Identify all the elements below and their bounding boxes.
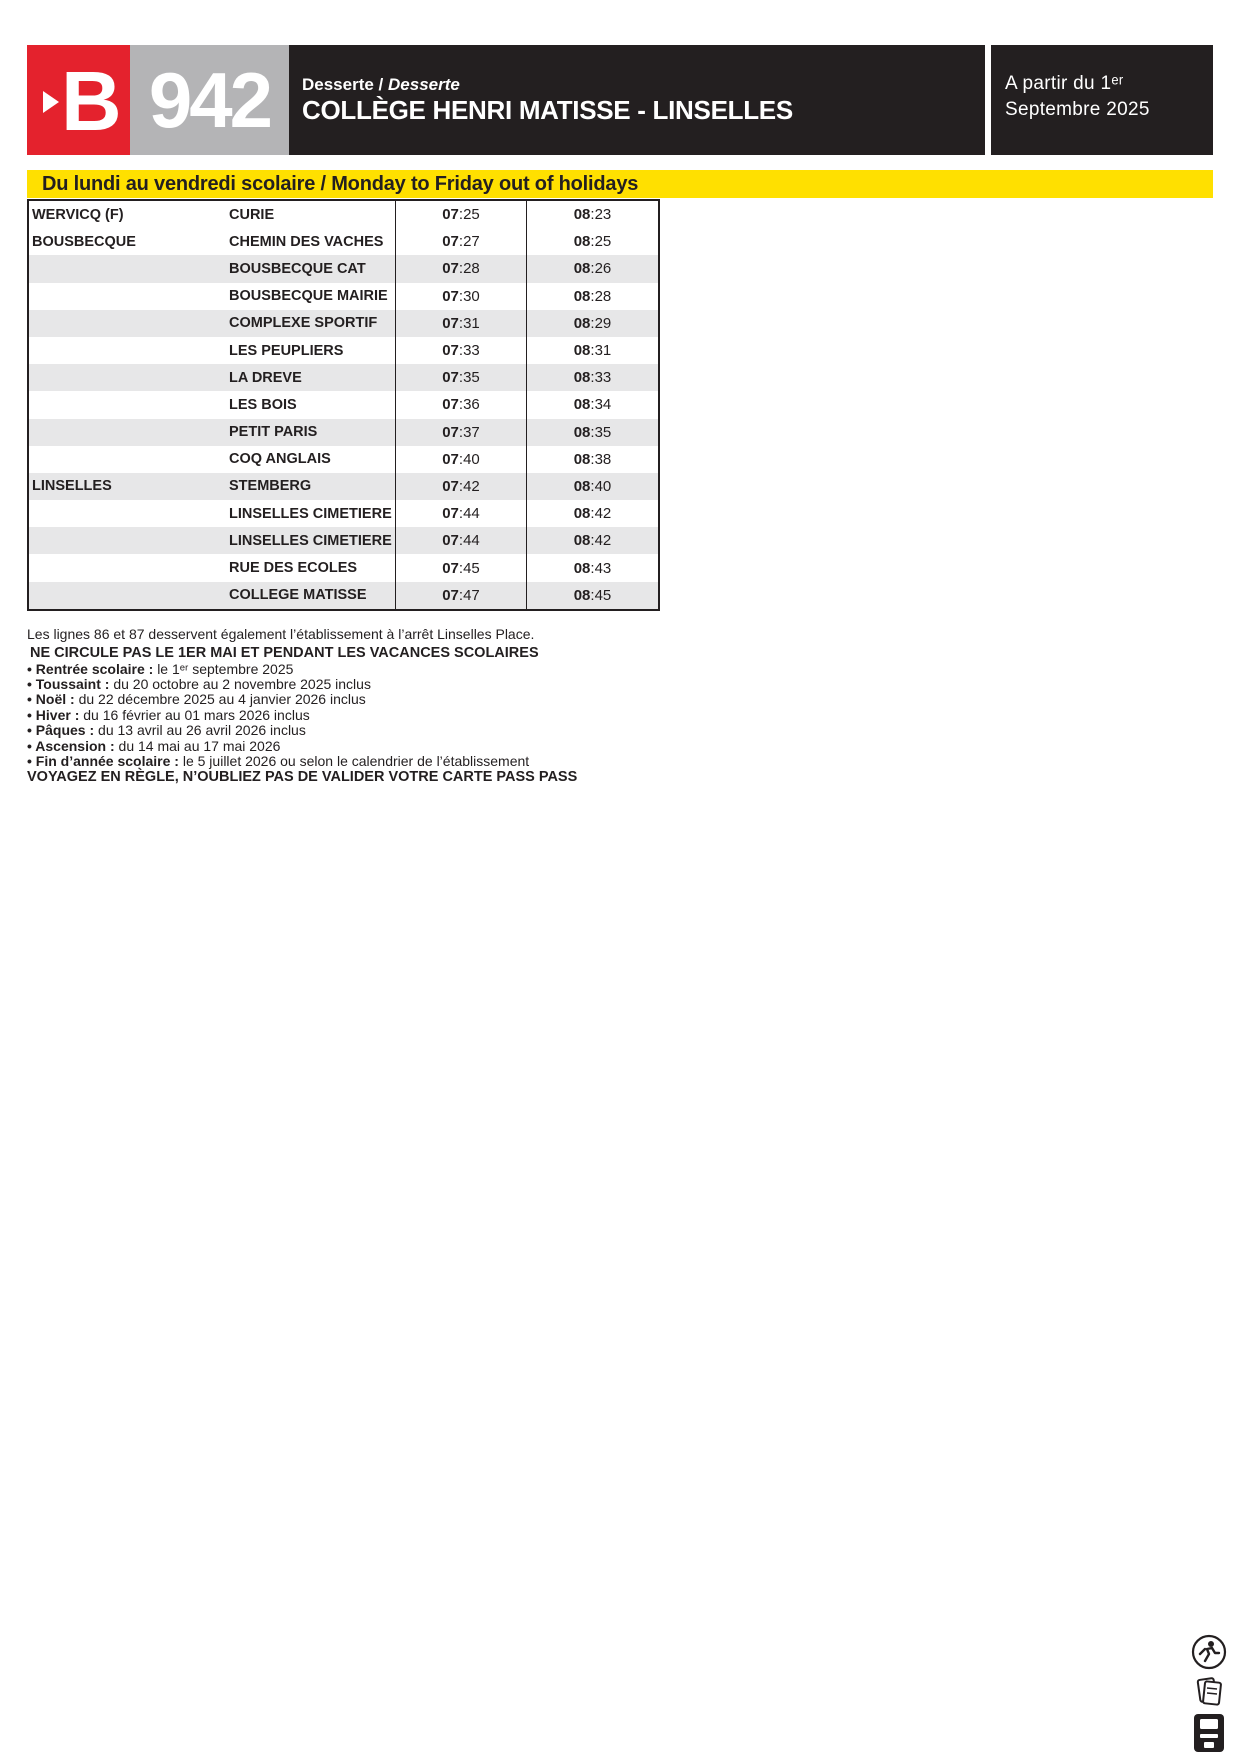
stop-cell: LA DREVE: [229, 369, 302, 386]
time-cell-trip2: 08 :42: [526, 500, 658, 527]
holiday-dates: du 20 octobre au 2 novembre 2025 inclus: [113, 675, 371, 692]
time-cell-trip2: 08 :38: [526, 446, 658, 473]
timetable-row: [29, 554, 658, 581]
holiday-label: Fin d’année scolaire :: [35, 752, 179, 769]
stop-cell: PETIT PARIS: [229, 424, 318, 441]
time-cell-trip2: 08 :25: [526, 228, 658, 255]
holiday-dates: le 1ᵉʳ septembre 2025: [157, 660, 294, 677]
holiday-dates: le 5 juillet 2026 ou selon le calendrier de l’établissement: [182, 752, 530, 769]
time-cell-trip1: 07 :30: [395, 283, 526, 310]
holiday-item: • Ascension : du 14 mai au 17 mai 2026: [27, 737, 281, 754]
time-cell-trip2: 08 :23: [526, 201, 658, 228]
holiday-dates: du 13 avril au 26 avril 2026 inclus: [98, 722, 306, 739]
holiday-item: • Hiver : du 16 février au 01 mars 2026 inclus: [27, 706, 310, 723]
holiday-item: • Rentrée scolaire : le 1ᵉʳ septembre 2025: [27, 660, 294, 677]
timetable-row: [29, 364, 658, 391]
timetable-rows: [29, 201, 658, 609]
time-cell-trip1: 07 :44: [395, 527, 526, 554]
line-number-badge: [130, 45, 289, 155]
time-cell-trip2: 08 :33: [526, 364, 658, 391]
period-banner-label: Du lundi au vendredi scolaire / Monday to Friday out of holidays: [42, 172, 639, 195]
validation-note: VOYAGEZ EN RÈGLE, N’OUBLIEZ PAS DE VALIDER VOTRE CARTE PASS PASS: [27, 769, 578, 786]
travel-cards-icon: [1192, 1674, 1226, 1708]
timetable-row: [29, 337, 658, 364]
stop-cell: RUE DES ECOLES: [229, 560, 358, 577]
timetable-row: [29, 527, 658, 554]
stop-cell: CHEMIN DES VACHES: [229, 233, 384, 250]
time-cell-trip1: 07 :45: [395, 554, 526, 581]
stop-cell: LES PEUPLIERS: [229, 342, 344, 359]
network-letter: B: [61, 54, 122, 148]
stop-cell: BOUSBECQUE MAIRIE: [229, 288, 388, 305]
time-cell-trip2: 08 :26: [526, 255, 658, 282]
stop-cell: COLLEGE MATISSE: [229, 587, 367, 604]
timetable-row: [29, 473, 658, 500]
time-cell-trip1: 07 :27: [395, 228, 526, 255]
header: [27, 45, 1213, 155]
no-service-title: NE CIRCULE PAS LE 1ER MAI ET PENDANT LES VACANCES SCOLAIRES: [30, 645, 539, 661]
time-cell-trip2: 08 :45: [526, 582, 658, 609]
notes-section: [27, 624, 787, 785]
holiday-dates: du 14 mai au 17 mai 2026: [118, 737, 281, 754]
holiday-label: Toussaint :: [35, 675, 110, 692]
time-cell-trip1: 07 :35: [395, 364, 526, 391]
time-cell-trip1: 07 :36: [395, 391, 526, 418]
other-lines-note: Les lignes 86 et 87 desservent également l’établissement à l’arrêt Linselles Place.: [27, 626, 535, 642]
service-type-label: Desserte / Desserte: [302, 75, 460, 94]
stop-cell: LES BOIS: [229, 396, 297, 413]
stop-cell: COQ ANGLAIS: [229, 451, 331, 468]
period-banner: [27, 170, 1213, 198]
footer-pictograms: [1183, 1634, 1235, 1754]
time-cell-trip1: 07 :40: [395, 446, 526, 473]
holiday-label: Ascension :: [35, 737, 115, 754]
holiday-label: Pâques :: [35, 722, 95, 739]
ticket-validator-icon: [1191, 1712, 1227, 1754]
time-cell-trip2: 08 :42: [526, 527, 658, 554]
time-cell-trip2: 08 :40: [526, 473, 658, 500]
timetable-row: [29, 255, 658, 282]
time-cell-trip1: 07 :37: [395, 419, 526, 446]
stop-cell: BOUSBECQUE CAT: [229, 260, 366, 277]
city-cell: WERVICQ (F): [32, 206, 124, 223]
timetable-row: [29, 391, 658, 418]
time-cell-trip1: 07 :33: [395, 337, 526, 364]
timetable-row: [29, 419, 658, 446]
holiday-label: Noël :: [35, 691, 75, 708]
stop-cell: COMPLEXE SPORTIF: [229, 315, 378, 332]
line-number: 942: [148, 55, 271, 144]
city-cell: BOUSBECQUE: [32, 233, 136, 250]
time-cell-trip2: 08 :43: [526, 554, 658, 581]
holiday-dates: du 22 décembre 2025 au 4 janvier 2026 inclus: [78, 691, 366, 708]
stop-cell: LINSELLES CIMETIERE: [229, 532, 392, 549]
logo-arrow-icon: [43, 91, 59, 113]
network-logo: [27, 45, 130, 155]
holiday-label: Hiver :: [35, 706, 80, 723]
time-cell-trip1: 07 :44: [395, 500, 526, 527]
holiday-list: [27, 662, 787, 770]
stop-cell: STEMBERG: [229, 478, 312, 495]
timetable-row: [29, 283, 658, 310]
holiday-item: • Fin d’année scolaire : le 5 juillet 2026 ou selon le calendrier de l’établissement: [27, 752, 530, 769]
city-cell: LINSELLES: [32, 478, 112, 495]
holiday-item: • Toussaint : du 20 octobre au 2 novembre 2025 inclus: [27, 675, 371, 692]
timetable-row: [29, 500, 658, 527]
time-cell-trip2: 08 :31: [526, 337, 658, 364]
time-cell-trip2: 08 :29: [526, 310, 658, 337]
running-person-icon: [1191, 1634, 1227, 1670]
holiday-item: • Noël : du 22 décembre 2025 au 4 janvier 2026 inclus: [27, 691, 366, 708]
time-cell-trip2: 08 :35: [526, 419, 658, 446]
holiday-item: • Pâques : du 13 avril au 26 avril 2026 inclus: [27, 722, 306, 739]
route-title: COLLÈGE HENRI MATISSE - LINSELLES: [302, 95, 793, 125]
stop-cell: CURIE: [229, 206, 275, 223]
time-cell-trip1: 07 :25: [395, 201, 526, 228]
validity-date-box: A partir du 1ᵉʳ Septembre 2025: [991, 45, 1213, 155]
time-cell-trip2: 08 :34: [526, 391, 658, 418]
timetable-row: [29, 582, 658, 609]
time-cell-trip1: 07 :47: [395, 582, 526, 609]
timetable-row: [29, 228, 658, 255]
stop-cell: LINSELLES CIMETIERE: [229, 505, 392, 522]
holiday-label: Rentrée scolaire :: [35, 660, 154, 677]
time-cell-trip1: 07 :31: [395, 310, 526, 337]
time-cell-trip1: 07 :28: [395, 255, 526, 282]
time-cell-trip2: 08 :28: [526, 283, 658, 310]
holiday-dates: du 16 février au 01 mars 2026 inclus: [83, 706, 310, 723]
timetable-row: [29, 446, 658, 473]
time-cell-trip1: 07 :42: [395, 473, 526, 500]
timetable: [27, 199, 660, 611]
timetable-row: [29, 201, 658, 228]
route-title-bar: [289, 45, 985, 155]
timetable-row: [29, 310, 658, 337]
